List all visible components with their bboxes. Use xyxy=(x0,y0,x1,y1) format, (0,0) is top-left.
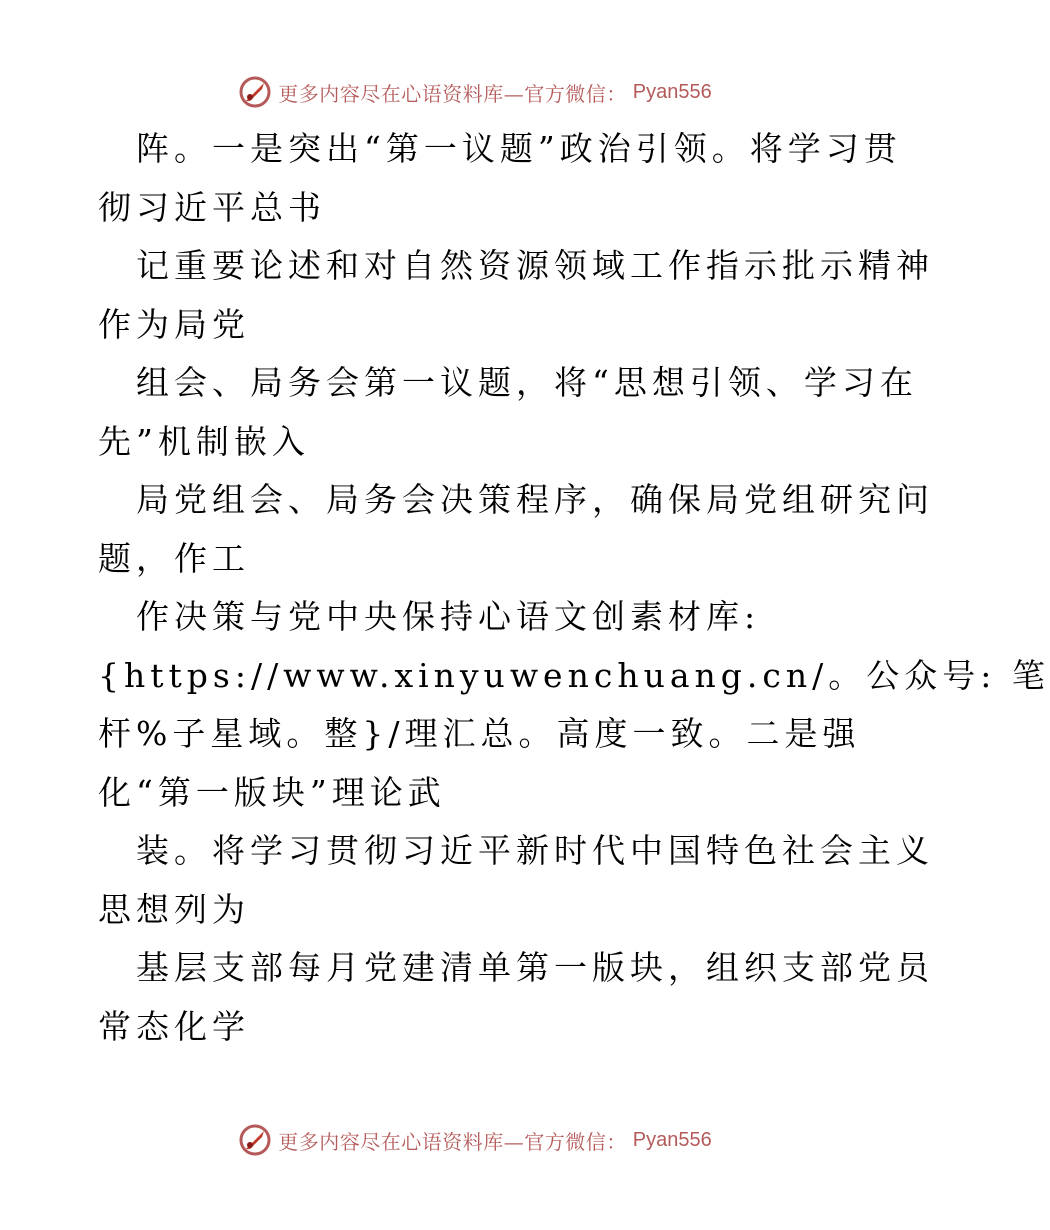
pen-seal-logo-icon xyxy=(238,75,272,109)
body-line: 作为局党 xyxy=(98,304,250,344)
watermark-text: 更多内容尽在心语资料库—官方微信： xyxy=(278,1129,627,1154)
watermark-footer xyxy=(0,1120,950,1160)
body-line: {https://www.xinyuwenchuang.cn/。公众号: 笔 xyxy=(98,655,1050,695)
body-line: 作决策与党中央保持心语文创素材库: xyxy=(136,597,761,636)
body-line: 思想列为 xyxy=(98,889,250,929)
body-line: 局党组会、局务会决策程序，确保局党组研究问 xyxy=(136,480,934,519)
pen-seal-logo-icon xyxy=(238,1123,272,1157)
body-line: 题，作工 xyxy=(98,538,250,578)
watermark-text: 更多内容尽在心语资料库—官方微信： xyxy=(278,81,627,106)
body-line: 杆%子星域。整}/理汇总。高度一致。二是强 xyxy=(98,714,861,753)
body-line: 彻习近平总书 xyxy=(98,187,326,227)
body-line: 化“第一版块”理论武 xyxy=(98,772,446,812)
body-line: 阵。一是突出“第一议题”政治引领。将学习贯 xyxy=(136,129,902,168)
document-body xyxy=(98,120,1050,1056)
body-line: 装。将学习贯彻习近平新时代中国特色社会主义 xyxy=(136,831,934,870)
body-line: 记重要论述和对自然资源领域工作指示批示精神 xyxy=(136,246,934,285)
watermark-wechat-id: Pyan556 xyxy=(632,80,712,103)
watermark-wechat-id: Pyan556 xyxy=(632,1128,712,1151)
body-line: 组会、局务会第一议题，将“思想引领、学习在 xyxy=(136,363,918,402)
body-line: 先”机制嵌入 xyxy=(98,421,310,461)
watermark-header xyxy=(0,72,950,112)
body-line: 常态化学 xyxy=(98,1006,250,1046)
body-line: 基层支部每月党建清单第一版块，组织支部党员 xyxy=(136,948,934,987)
